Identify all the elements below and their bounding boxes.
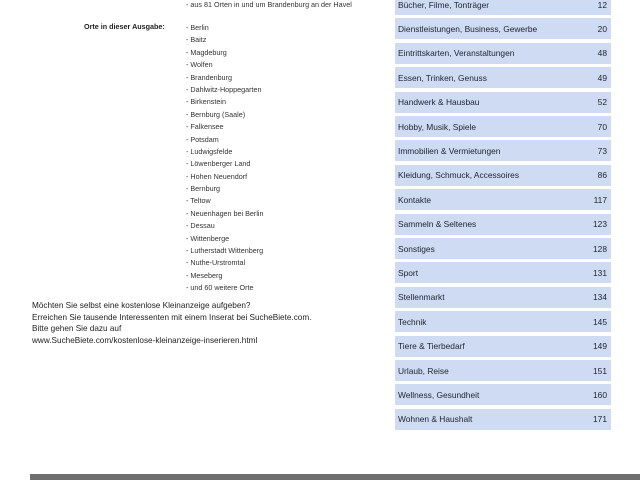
category-label: Hobby, Musik, Spiele [398, 121, 477, 132]
category-row[interactable] [395, 189, 611, 210]
orte-list-item: - Magdeburg [186, 47, 227, 57]
category-label: Technik [398, 316, 427, 327]
category-page-number: 117 [593, 194, 607, 205]
promo-text [32, 300, 377, 346]
category-page-number: 86 [597, 170, 607, 181]
category-page-number: 171 [593, 414, 607, 425]
category-label: Essen, Trinken, Genuss [398, 72, 487, 83]
orte-list-item: - Neuenhagen bei Berlin [186, 208, 264, 218]
orte-list-item: - Lutherstadt Wittenberg [186, 246, 264, 256]
category-label: Wohnen & Haushalt [398, 414, 473, 425]
category-page-number: 48 [597, 48, 607, 59]
category-row[interactable] [395, 140, 611, 161]
category-row[interactable] [395, 67, 611, 88]
category-row[interactable] [395, 92, 611, 113]
category-row[interactable] [395, 311, 611, 332]
category-label: Kontakte [398, 194, 432, 205]
category-label: Stellenmarkt [398, 292, 445, 303]
category-page-number: 123 [593, 219, 607, 230]
promo-line: Bitte gehen Sie dazu auf [32, 324, 122, 334]
category-row[interactable] [395, 360, 611, 381]
orte-list-item: - Meseberg [186, 270, 223, 280]
category-row[interactable] [395, 262, 611, 283]
category-page-number: 131 [593, 267, 607, 278]
orte-list-item: - Löwenberger Land [186, 159, 251, 169]
category-page-number: 73 [597, 145, 607, 156]
orte-list-item: - und 60 weitere Orte [186, 283, 254, 293]
category-row[interactable] [395, 287, 611, 308]
category-row[interactable] [395, 238, 611, 259]
category-label: Wellness, Gesundheit [398, 389, 480, 400]
orte-list-item: - Birkenstein [186, 97, 226, 107]
category-row[interactable] [395, 409, 611, 430]
category-label: Kleidung, Schmuck, Accessoires [398, 170, 520, 181]
category-page-number: 160 [593, 389, 607, 400]
category-label: Immobilien & Vermietungen [398, 145, 501, 156]
category-page-number: 52 [597, 97, 607, 108]
orte-list-item: - Wittenberge [186, 233, 230, 243]
category-page-number: 20 [597, 23, 607, 34]
orte-list-item: - Brandenburg [186, 72, 232, 82]
category-label: Sport [398, 267, 419, 278]
orte-list [186, 22, 264, 295]
category-label: Tiere & Tierbedarf [398, 341, 465, 352]
category-label: Dienstleistungen, Business, Gewerbe [398, 23, 538, 34]
orte-list-item: - Wolfen [186, 60, 213, 70]
orte-list-item: - Baitz [186, 35, 207, 45]
orte-list-item: - Dahlwitz-Hoppegarten [186, 84, 262, 94]
category-row[interactable] [395, 214, 611, 235]
orte-list-item: - Bernburg (Saale) [186, 109, 246, 119]
category-label: Urlaub, Reise [398, 365, 449, 376]
orte-list-item: - Berlin [186, 23, 209, 32]
category-page-number: 49 [597, 72, 607, 83]
orte-list-item: - Bernburg [186, 184, 220, 194]
orte-label: Orte in dieser Ausgabe: [84, 22, 165, 31]
orte-list-item: - Potsdam [186, 134, 219, 144]
category-page-number: 145 [593, 316, 607, 327]
category-row[interactable] [395, 165, 611, 186]
promo-link[interactable]: www.SucheBiete.com/kostenlose-kleinanzeige-inserieren.html [32, 335, 258, 345]
category-page-number: 151 [593, 365, 607, 376]
category-row[interactable] [395, 18, 611, 39]
promo-line: Erreichen Sie tausende Interessenten mit einem Inserat bei SucheBiete.com. [32, 312, 312, 322]
category-row[interactable] [395, 0, 611, 15]
orte-list-item: - Ludwigsfelde [186, 146, 233, 156]
orte-list-item: - Hohen Neuendorf [186, 171, 248, 181]
category-label: Bücher, Filme, Tonträger [398, 0, 490, 10]
category-row[interactable] [395, 384, 611, 405]
category-row[interactable] [395, 116, 611, 137]
category-row[interactable] [395, 336, 611, 357]
orte-list-item: - Falkensee [186, 122, 224, 132]
category-page-number: 149 [593, 341, 607, 352]
region-info-line: - aus 81 Orten in und um Brandenburg an der Havel [186, 0, 352, 9]
category-label: Sonstiges [398, 243, 435, 254]
promo-line: Möchten Sie selbst eine kostenlose Kleinanzeige aufgeben? [32, 301, 251, 310]
category-page-number: 70 [597, 121, 607, 132]
category-page-number: 128 [593, 243, 607, 254]
category-label: Sammeln & Seltenes [398, 219, 477, 230]
category-page-number: 134 [593, 292, 607, 303]
category-label: Eintrittskarten, Veranstaltungen [398, 48, 515, 59]
category-page-number: 12 [597, 0, 607, 10]
orte-list-item: - Teltow [186, 196, 211, 206]
orte-list-item: - Nuthe-Urstromtal [186, 258, 246, 268]
bottom-bar [30, 474, 640, 480]
category-row[interactable] [395, 43, 611, 64]
category-label: Handwerk & Hausbau [398, 97, 480, 108]
orte-list-item: - Dessau [186, 221, 215, 231]
